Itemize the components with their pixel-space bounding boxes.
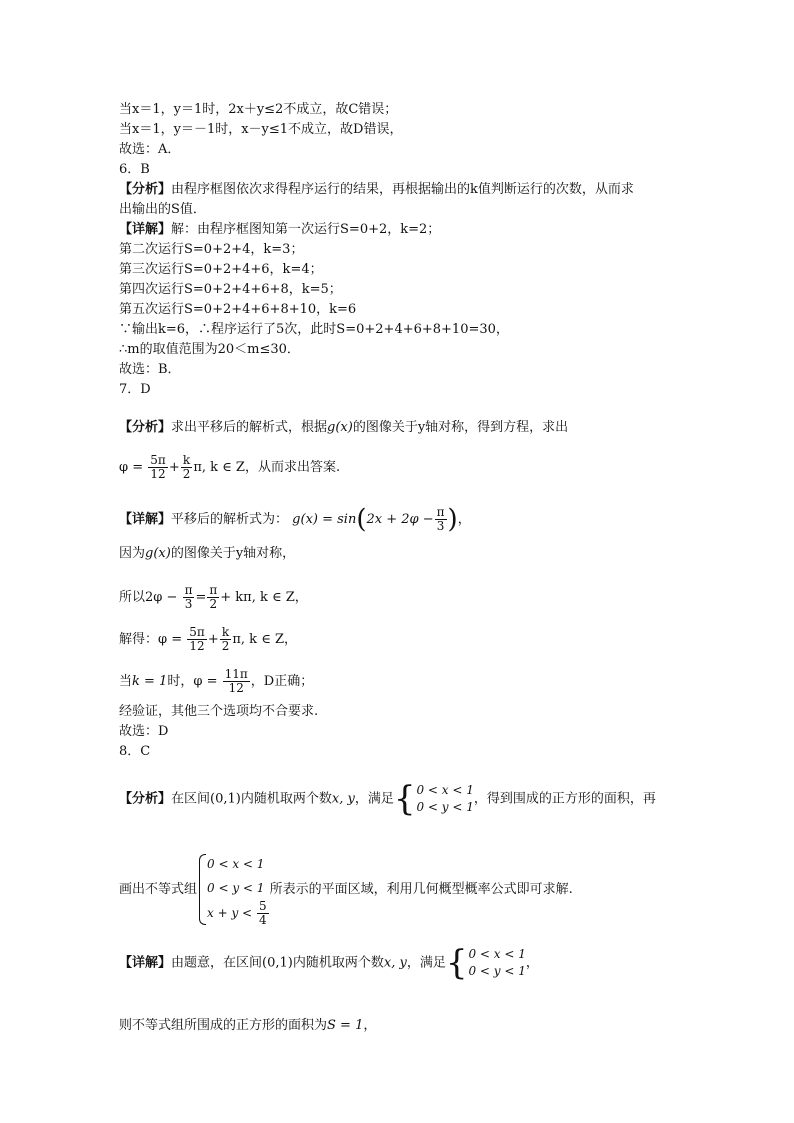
fraction: $\frac{5\pi}{12}$	[189, 625, 205, 653]
text-line: 第四次运行S=0+2+4+6+8，k=5；	[119, 282, 342, 297]
formula-line: 则不等式组所围成的正方形的面积为S = 1，	[119, 1018, 377, 1033]
formula-line: 画出不等式组 0 < x < 1 0 < y < 1 x + y < $\frac{5}{4}$ 所表示的平面区域，利用几何概型概率公式即可求解.	[119, 852, 573, 927]
text-line: 故选：D	[119, 724, 169, 739]
text-line: 第三次运行S=0+2+4+6，k=4；	[119, 262, 323, 277]
analysis-tag: 【分析】	[119, 420, 172, 435]
fraction: $\frac{11\pi}{12}$	[224, 667, 248, 695]
fraction: $\frac{k}{2}$	[182, 453, 191, 481]
analysis-tag: 【分析】	[119, 182, 172, 197]
detail-tag: 【详解】	[119, 512, 172, 527]
analysis-tag: 【分析】	[119, 791, 172, 807]
text-line: 故选：A．	[119, 142, 181, 157]
question-answer: 7．D	[119, 382, 151, 397]
text-line: 因为g(x)的图像关于y轴对称，	[119, 546, 296, 561]
fraction: $\frac{\pi}{2}$	[209, 583, 218, 611]
question-answer: 8．C	[119, 744, 151, 759]
inequality-system: 0 < x < 1 0 < y < 1	[416, 783, 474, 814]
fraction: $\frac{5\pi}{12}$	[150, 453, 166, 481]
inequality-system: 0 < x < 1 0 < y < 1	[468, 947, 526, 978]
detail-tag: 【详解】	[119, 222, 172, 237]
text-line: 【分析】由程序框图依次求得程序运行的结果，再根据输出的k值判断运行的次数，从而求	[119, 182, 634, 197]
fraction: $\frac{k}{2}$	[221, 625, 230, 653]
text-line: 出输出的S值．	[119, 202, 206, 217]
text-line: 第二次运行S=0+2+4，k=3；	[119, 242, 304, 257]
formula-line: 【详解】平移后的解析式为： g(x) = sin(2x + 2φ − $\frac{\pi}{3}$ )，	[119, 504, 471, 535]
text-line: 【详解】解：由程序框图知第一次运行S=0+2，k=2；	[119, 222, 441, 237]
text-line: 当x＝1，y＝－1时，x－y≤1不成立，故D错误，	[119, 122, 403, 137]
text-line: 故选：B．	[119, 362, 181, 377]
text-line: 当x＝1，y＝1时，2x＋y≤2不成立，故C错误；	[119, 102, 398, 117]
text-line: 第五次运行S=0+2+4+6+8+10，k=6	[119, 302, 357, 317]
text-line: 【分析】求出平移后的解析式，根据g(x)的图像关于y轴对称，得到方程，求出	[119, 420, 569, 435]
formula-line: 解得：φ = $\frac{5\pi}{12}$ + $\frac{k}{2}$ π, k ∈ Z，	[119, 625, 297, 653]
question-answer: 6．B	[119, 162, 150, 177]
formula-line: 【详解】由题意，在区间(0,1)内随机取两个数x, y，满足{0 < x < 1 0 < y < 1，	[119, 943, 539, 983]
detail-tag: 【详解】	[119, 955, 172, 971]
fraction: $\frac{5}{4}$	[258, 899, 267, 927]
formula-line: 所以2φ − $\frac{\pi}{3}$ = $\frac{\pi}{2}$ + kπ, k ∈ Z，	[119, 583, 308, 611]
text-line: ∵输出k=6，∴程序运行了5次，此时S=0+2+4+6+8+10=30，	[119, 322, 509, 337]
formula-line: 【分析】在区间(0,1)内随机取两个数x, y，满足{0 < x < 1 0 < y < 1，得到围成的正方形的面积，再	[119, 779, 656, 819]
fraction: $\frac{\pi}{3}$	[184, 583, 193, 611]
formula-line: 当k = 1时，φ = $\frac{11\pi}{12}$ ，D正确；	[119, 667, 314, 695]
formula-line: φ = $\frac{5\pi}{12}$ + $\frac{k}{2}$ π, k ∈ Z，从而求出答案.	[119, 453, 341, 481]
inequality-system: 0 < x < 1 0 < y < 1 x + y < $\frac{5}{4}$	[197, 852, 270, 927]
text-line: ∴m的取值范围为20＜m≤30．	[119, 342, 300, 357]
fraction: $\frac{\pi}{3}$	[436, 505, 445, 533]
text-line: 经验证，其他三个选项均不合要求.	[119, 704, 319, 719]
